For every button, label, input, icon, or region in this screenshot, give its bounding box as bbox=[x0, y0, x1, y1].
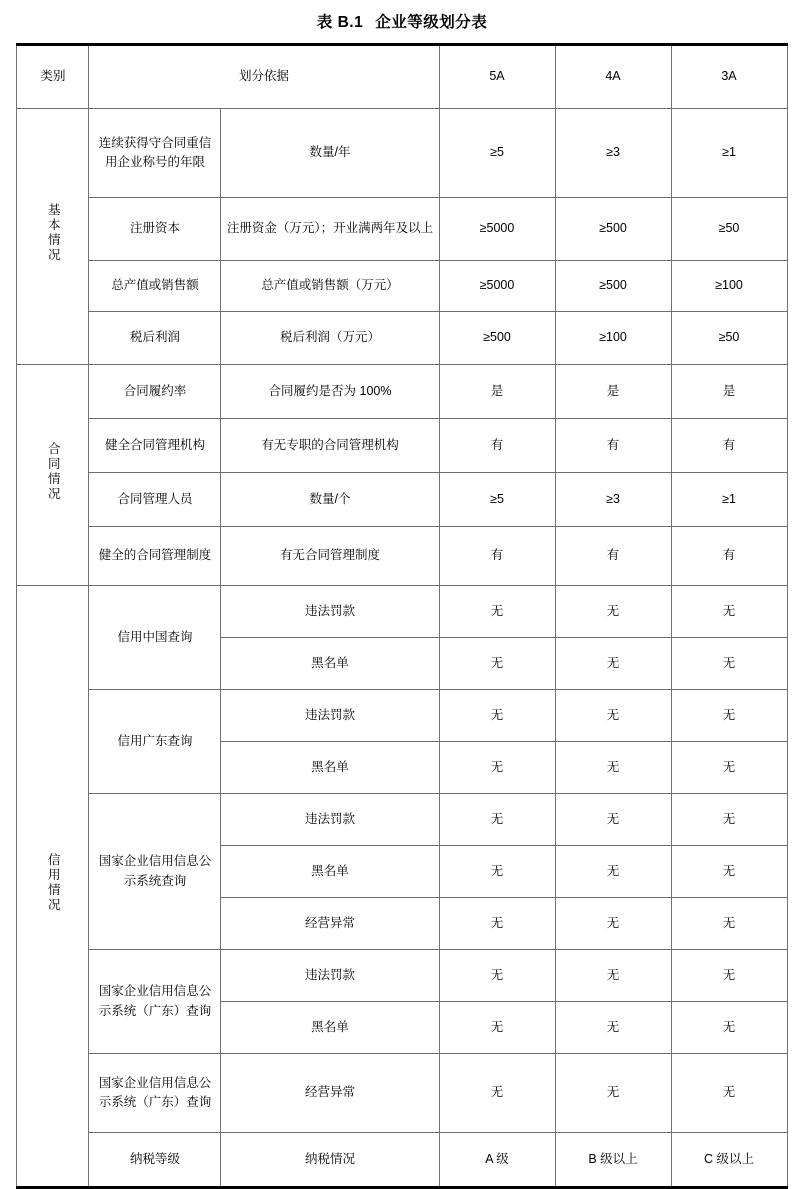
basis-cell: 黑名单 bbox=[221, 846, 439, 898]
value-5a: 无 bbox=[439, 638, 555, 690]
value-5a: 无 bbox=[439, 1002, 555, 1054]
category-credit-info: 信用情况 bbox=[17, 586, 89, 1188]
value-4a: ≥3 bbox=[555, 473, 671, 527]
table-row bbox=[17, 261, 787, 312]
table-row bbox=[17, 794, 787, 846]
value-3a: 是 bbox=[671, 365, 787, 419]
value-3a: 无 bbox=[671, 794, 787, 846]
value-5a: ≥5 bbox=[439, 109, 555, 198]
value-5a: 无 bbox=[439, 846, 555, 898]
table-row bbox=[17, 198, 787, 261]
criterion-cell: 健全的合同管理制度 bbox=[89, 527, 221, 586]
header-category: 类别 bbox=[17, 45, 89, 109]
value-5a: ≥5 bbox=[439, 473, 555, 527]
value-3a: 无 bbox=[671, 690, 787, 742]
value-4a: 无 bbox=[555, 898, 671, 950]
basis-cell: 黑名单 bbox=[221, 638, 439, 690]
value-3a: 无 bbox=[671, 586, 787, 638]
basis-cell: 税后利润（万元） bbox=[221, 312, 439, 365]
value-3a: 无 bbox=[671, 898, 787, 950]
table-name: 企业等级划分表 bbox=[375, 14, 488, 31]
value-5a: 有 bbox=[439, 419, 555, 473]
value-3a: 无 bbox=[671, 638, 787, 690]
value-5a: 无 bbox=[439, 950, 555, 1002]
value-4a: 无 bbox=[555, 846, 671, 898]
value-3a: 无 bbox=[671, 846, 787, 898]
enterprise-grade-table bbox=[16, 43, 787, 1189]
header-grade-3a: 3A bbox=[671, 45, 787, 109]
table-row bbox=[17, 1054, 787, 1133]
value-4a: 无 bbox=[555, 950, 671, 1002]
table-header-row bbox=[17, 45, 787, 109]
basis-cell: 违法罚款 bbox=[221, 586, 439, 638]
header-grade-5a: 5A bbox=[439, 45, 555, 109]
value-5a: 无 bbox=[439, 1054, 555, 1133]
category-basic-info: 基本情况 bbox=[17, 109, 89, 365]
basis-cell: 注册资金（万元）；开业满两年及以上 bbox=[221, 198, 439, 261]
value-3a: ≥1 bbox=[671, 109, 787, 198]
value-4a: ≥500 bbox=[555, 198, 671, 261]
value-3a: 有 bbox=[671, 419, 787, 473]
value-3a: ≥50 bbox=[671, 312, 787, 365]
basis-cell: 经营异常 bbox=[221, 898, 439, 950]
value-3a: C 级以上 bbox=[671, 1133, 787, 1188]
value-4a: ≥500 bbox=[555, 261, 671, 312]
criterion-cell: 合同管理人员 bbox=[89, 473, 221, 527]
basis-cell: 违法罚款 bbox=[221, 950, 439, 1002]
criterion-cell: 健全合同管理机构 bbox=[89, 419, 221, 473]
table-row bbox=[17, 586, 787, 638]
basis-cell: 总产值或销售额（万元） bbox=[221, 261, 439, 312]
category-contract-info: 合同情况 bbox=[17, 365, 89, 586]
value-5a: ≥5000 bbox=[439, 198, 555, 261]
table-row bbox=[17, 312, 787, 365]
value-3a: ≥1 bbox=[671, 473, 787, 527]
value-4a: 无 bbox=[555, 586, 671, 638]
table-row bbox=[17, 690, 787, 742]
criterion-cell: 连续获得守合同重信用企业称号的年限 bbox=[89, 109, 221, 198]
value-5a: 无 bbox=[439, 742, 555, 794]
basis-cell: 数量/个 bbox=[221, 473, 439, 527]
criterion-cell: 国家企业信用信息公示系统（广东）查询 bbox=[89, 1054, 221, 1133]
value-4a: 有 bbox=[555, 527, 671, 586]
value-4a: B 级以上 bbox=[555, 1133, 671, 1188]
value-5a: ≥5000 bbox=[439, 261, 555, 312]
value-4a: 无 bbox=[555, 690, 671, 742]
value-3a: 有 bbox=[671, 527, 787, 586]
table-caption bbox=[0, 0, 804, 43]
criterion-cell: 纳税等级 bbox=[89, 1133, 221, 1188]
basis-cell: 违法罚款 bbox=[221, 690, 439, 742]
basis-cell: 黑名单 bbox=[221, 742, 439, 794]
value-4a: ≥3 bbox=[555, 109, 671, 198]
value-4a: ≥100 bbox=[555, 312, 671, 365]
value-3a: 无 bbox=[671, 950, 787, 1002]
criterion-cell: 国家企业信用信息公示系统（广东）查询 bbox=[89, 950, 221, 1054]
value-3a: 无 bbox=[671, 742, 787, 794]
value-3a: ≥100 bbox=[671, 261, 787, 312]
table-row bbox=[17, 365, 787, 419]
value-4a: 无 bbox=[555, 638, 671, 690]
criterion-cell: 总产值或销售额 bbox=[89, 261, 221, 312]
basis-cell: 经营异常 bbox=[221, 1054, 439, 1133]
value-4a: 有 bbox=[555, 419, 671, 473]
value-4a: 无 bbox=[555, 794, 671, 846]
criterion-cell: 注册资本 bbox=[89, 198, 221, 261]
basis-cell: 违法罚款 bbox=[221, 794, 439, 846]
table-row bbox=[17, 950, 787, 1002]
header-grade-4a: 4A bbox=[555, 45, 671, 109]
table-row bbox=[17, 419, 787, 473]
table-number: 表 B.1 bbox=[316, 14, 364, 31]
table-row bbox=[17, 1133, 787, 1188]
basis-cell: 数量/年 bbox=[221, 109, 439, 198]
value-5a: 无 bbox=[439, 586, 555, 638]
value-4a: 无 bbox=[555, 1002, 671, 1054]
table-row bbox=[17, 109, 787, 198]
value-5a: ≥500 bbox=[439, 312, 555, 365]
value-5a: 有 bbox=[439, 527, 555, 586]
criterion-cell: 税后利润 bbox=[89, 312, 221, 365]
value-3a: 无 bbox=[671, 1054, 787, 1133]
criterion-cell: 国家企业信用信息公示系统查询 bbox=[89, 794, 221, 950]
basis-cell: 有无专职的合同管理机构 bbox=[221, 419, 439, 473]
value-4a: 无 bbox=[555, 742, 671, 794]
value-5a: A 级 bbox=[439, 1133, 555, 1188]
value-4a: 无 bbox=[555, 1054, 671, 1133]
value-5a: 无 bbox=[439, 794, 555, 846]
criterion-cell: 信用广东查询 bbox=[89, 690, 221, 794]
basis-cell: 合同履约是否为 100% bbox=[221, 365, 439, 419]
value-5a: 是 bbox=[439, 365, 555, 419]
value-3a: ≥50 bbox=[671, 198, 787, 261]
criterion-cell: 合同履约率 bbox=[89, 365, 221, 419]
basis-cell: 黑名单 bbox=[221, 1002, 439, 1054]
basis-cell: 有无合同管理制度 bbox=[221, 527, 439, 586]
value-5a: 无 bbox=[439, 690, 555, 742]
value-4a: 是 bbox=[555, 365, 671, 419]
criterion-cell: 信用中国查询 bbox=[89, 586, 221, 690]
table-row bbox=[17, 473, 787, 527]
basis-cell: 纳税情况 bbox=[221, 1133, 439, 1188]
value-5a: 无 bbox=[439, 898, 555, 950]
table-row bbox=[17, 527, 787, 586]
value-3a: 无 bbox=[671, 1002, 787, 1054]
header-basis: 划分依据 bbox=[89, 45, 439, 109]
